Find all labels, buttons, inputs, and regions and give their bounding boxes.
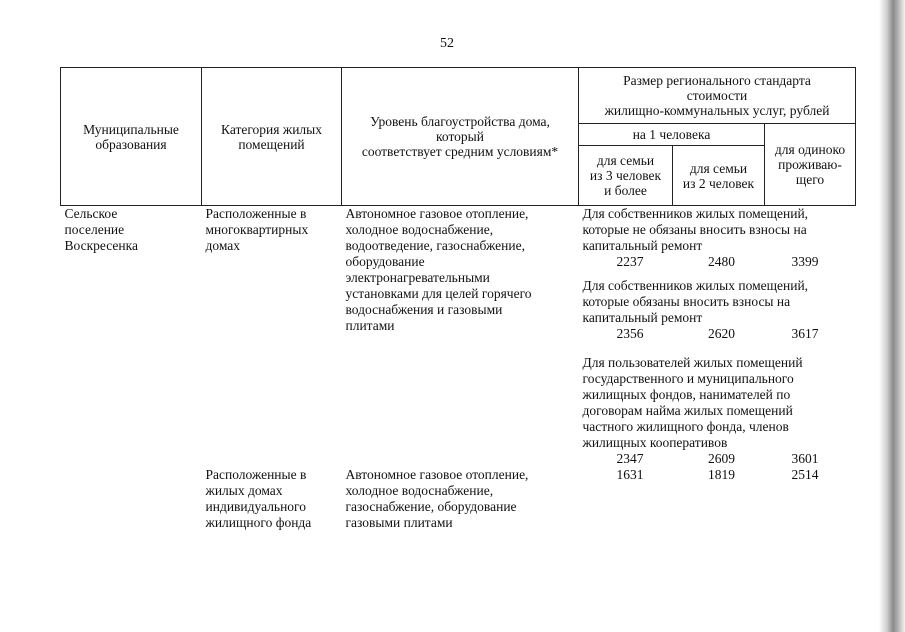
value-family-3: 2356 [616, 326, 644, 341]
improvement-level-cell: Автономное газовое отопление, холодное водоснабжение, водоотведение, газоснабжение, оборудование электронагревательными установками для целей горячего водоснабжения и газовыми плитами [345, 206, 532, 333]
tariff-values [583, 451, 845, 467]
value-family-2: 2609 [708, 451, 735, 466]
regional-standard-table [60, 67, 856, 531]
header-standard-size: Размер регионального стандарта стоимости жилищно-коммунальных услуг, рублей [579, 68, 856, 124]
header-improvement-level: Уровень благоустройства дома, который соответствует средним условиям* [342, 68, 579, 206]
tariff-values [583, 254, 845, 270]
tariff-values [583, 467, 845, 483]
value-single: 3617 [791, 326, 819, 341]
tariff-values [583, 326, 845, 342]
header-family-3: для семьи из 3 человек и более [579, 146, 673, 206]
value-single: 3399 [791, 254, 819, 269]
tariff-caption: Для собственников жилых помещений, которые обязаны вносить взносы на капитальный ремонт [582, 278, 809, 325]
value-family-2: 2480 [708, 254, 735, 269]
category-cell: Расположенные в жилых домах индивидуального жилищного фонда [205, 467, 312, 530]
scan-shadow-edge [879, 0, 905, 632]
value-family-3: 1631 [616, 467, 644, 482]
tariff-caption: Для собственников жилых помещений, которые не обязаны вносить взносы на капитальный ремонт [582, 206, 809, 253]
municipality-cell: Сельское поселение Воскресенка [64, 206, 138, 253]
value-single: 3601 [791, 451, 819, 466]
page-number: 52 [440, 36, 454, 51]
tariff-block [583, 206, 852, 270]
table-row [61, 206, 856, 468]
improvement-level-cell: Автономное газовое отопление, холодное водоснабжение, газоснабжение, оборудование газовыми плитами [345, 467, 529, 530]
value-family-2: 1819 [708, 467, 735, 482]
header-single-resident: для одиноко проживаю- щего [765, 124, 856, 206]
value-family-2: 2620 [708, 326, 735, 341]
header-municipality: Муниципальные образования [61, 68, 202, 206]
value-single: 2514 [791, 467, 819, 482]
tariff-cell [579, 467, 856, 531]
header-category: Категория жилых помещений [202, 68, 342, 206]
tariff-caption: Для пользователей жилых помещений государственного и муниципального жилищных фондов, нанимателей по договорам найма жилых помещений частного жилищного фонда, членов жилищных кооперативов [582, 355, 803, 450]
tariff-cell [579, 206, 856, 468]
tariff-block [583, 278, 852, 342]
header-family-2: для семьи из 2 человек [673, 146, 765, 206]
tariff-block [583, 355, 852, 467]
category-cell: Расположенные в многоквартирных домах [205, 206, 309, 253]
header-per-person: на 1 человека [579, 124, 765, 146]
value-family-3: 2347 [616, 451, 644, 466]
value-family-3: 2237 [616, 254, 644, 269]
